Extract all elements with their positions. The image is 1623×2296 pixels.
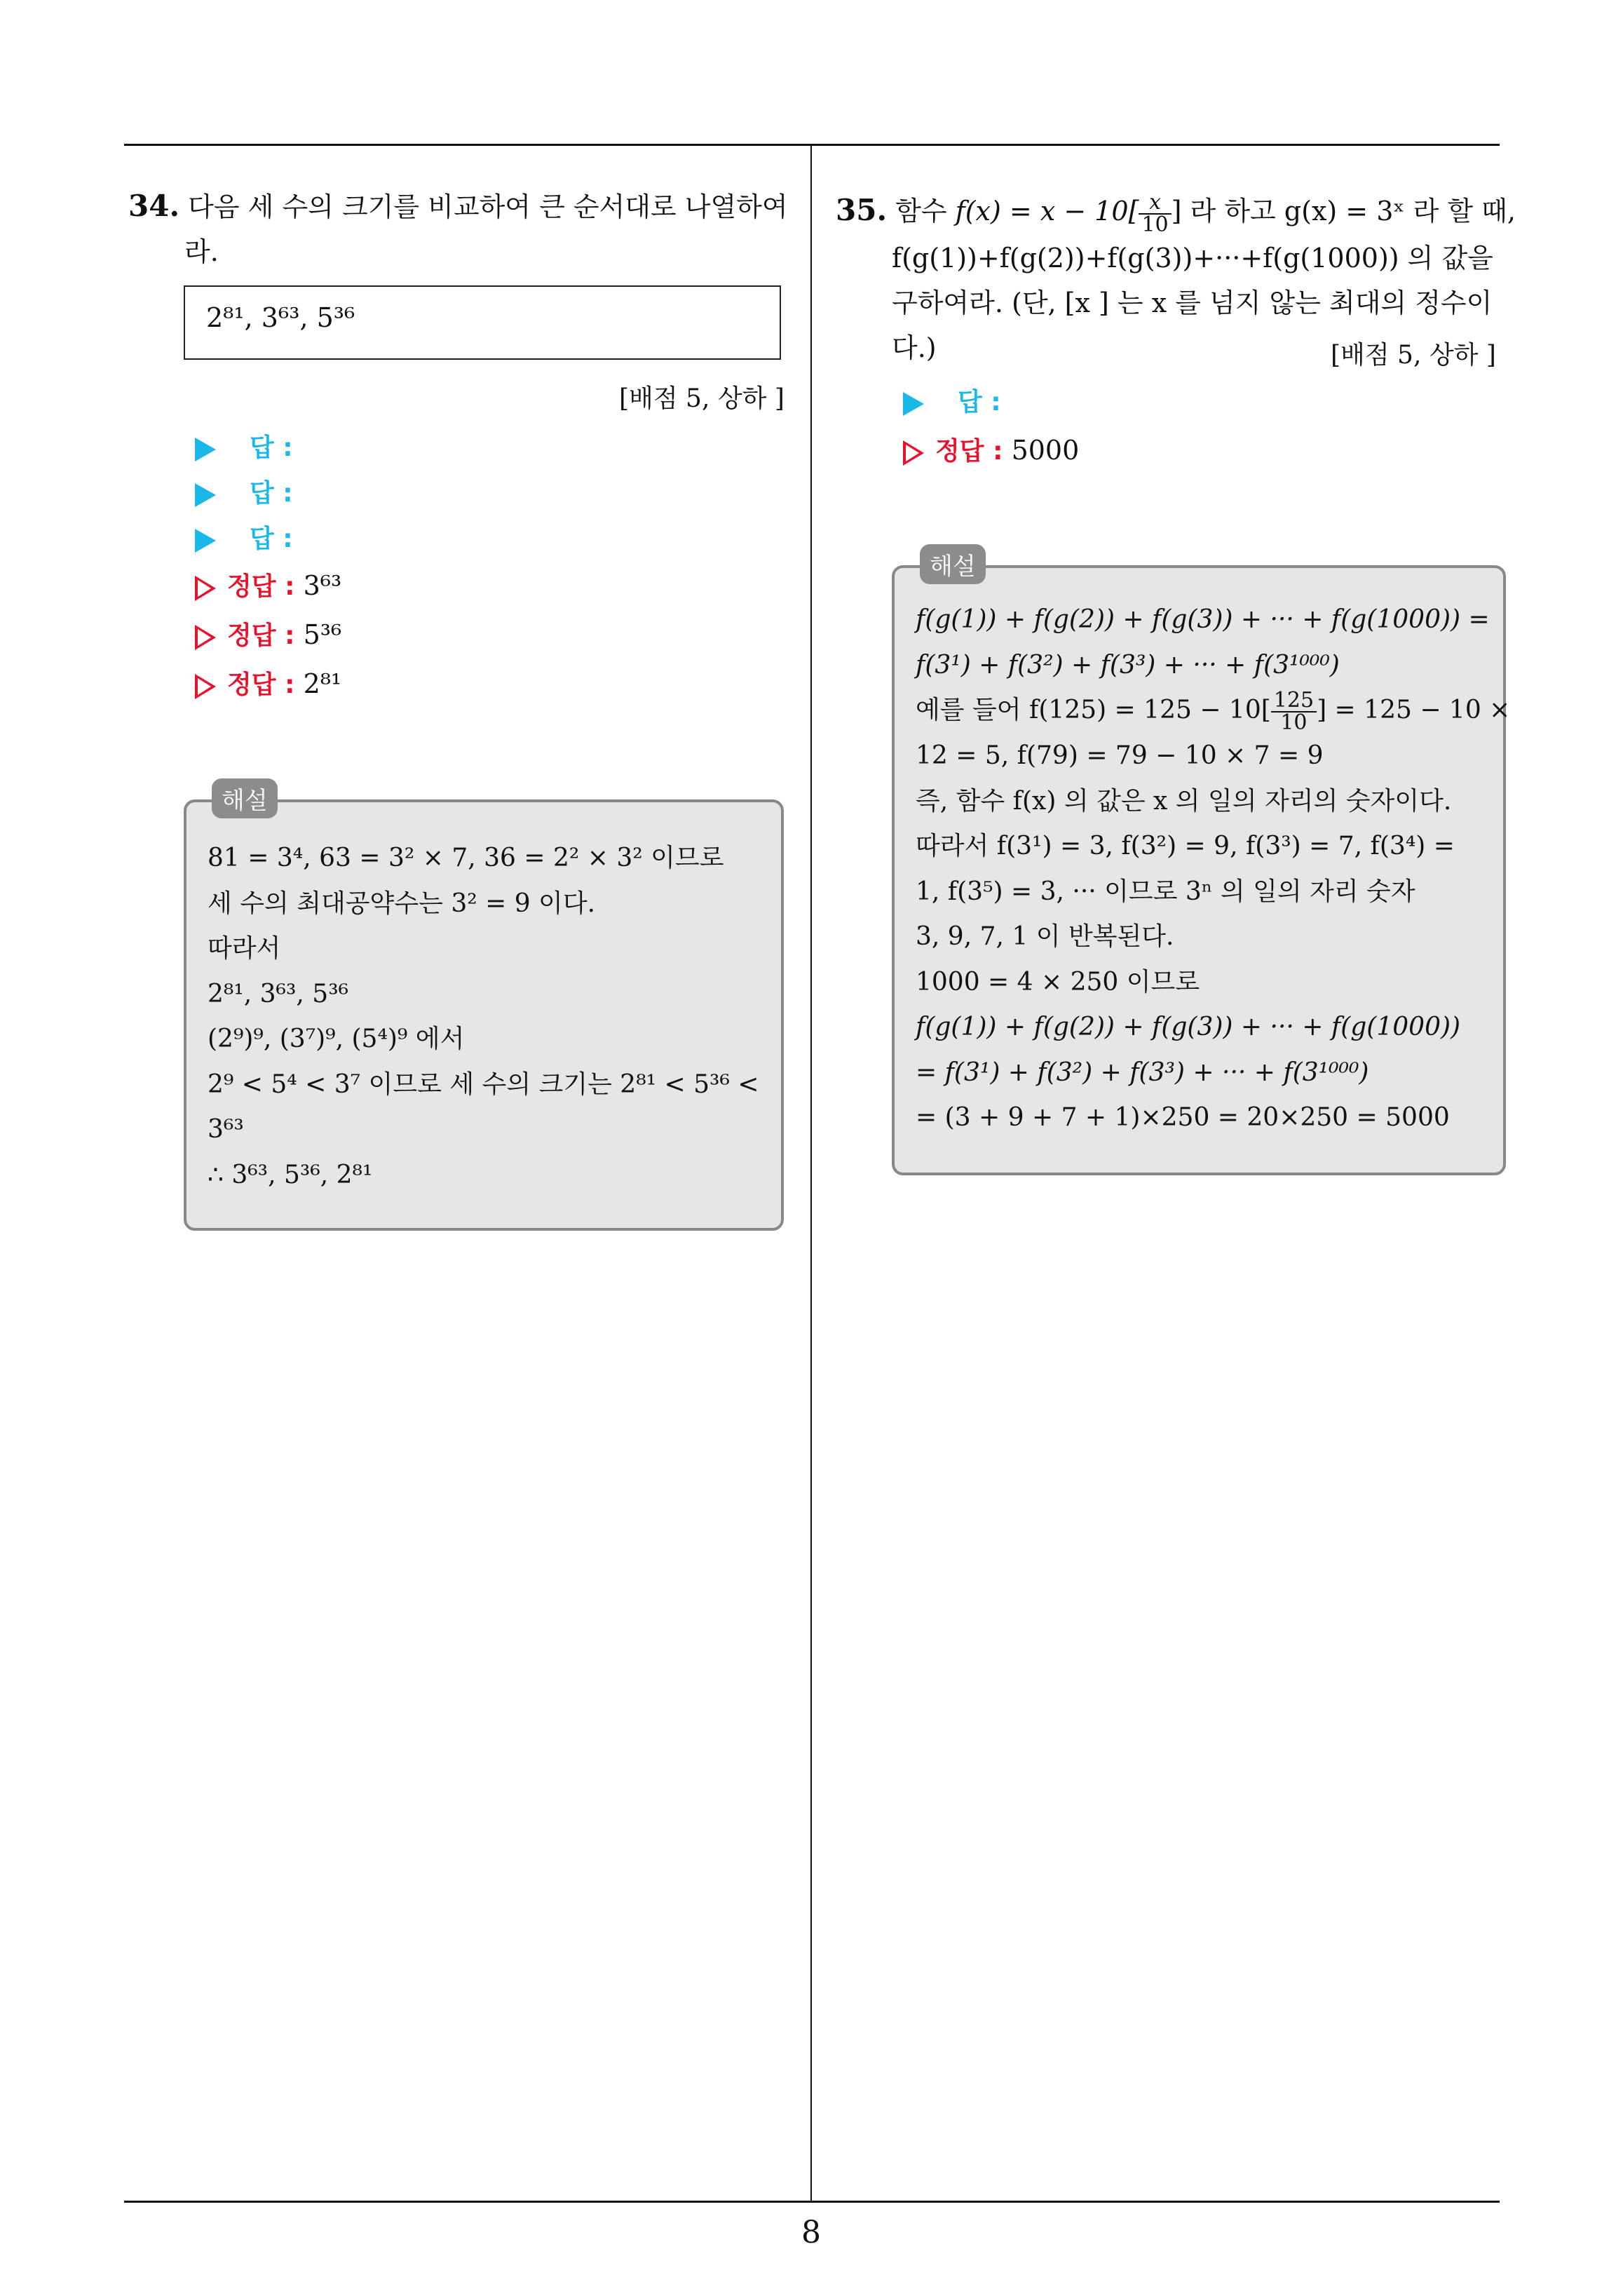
explanation-box-34 xyxy=(184,799,784,1231)
column-divider xyxy=(810,144,812,2202)
explanation-line: 1, f(3⁵) = 3, ··· 이므로 3ⁿ 의 일의 자리 숫자 xyxy=(916,877,1415,906)
explanation-line: 즉, 함수 f(x) 의 값은 x 의 일의 자리의 숫자이다. xyxy=(916,786,1452,816)
play-icon xyxy=(195,483,216,507)
fraction-denominator: 10 xyxy=(1141,212,1169,237)
fraction-numerator: 125 xyxy=(1271,690,1317,713)
question-text: ] 라 하고 g(x) = 3ˣ 라 할 때, xyxy=(1171,196,1516,227)
explanation-line: 12 = 5, f(79) = 79 − 10 × 7 = 9 xyxy=(916,741,1324,770)
correct-label: 정답 : xyxy=(227,572,295,601)
points-label: [배점 5, 상하 ] xyxy=(1331,341,1496,370)
answer-label: 답 : xyxy=(250,479,293,508)
explanation-line: = f(3¹) + f(3²) + f(3³) + ··· + f(3¹⁰⁰⁰) xyxy=(916,1058,1369,1087)
explanation-line: ] = 125 − 10 × xyxy=(1317,696,1511,724)
question-text: 함수 xyxy=(895,196,956,227)
explanation-body xyxy=(916,597,1511,1141)
explanation-line: f(g(1)) + f(g(2)) + f(g(3)) + ··· + f(g(1000)) = xyxy=(916,605,1490,634)
question-text-line2: 라. xyxy=(184,236,219,267)
correct-answer-row-2 xyxy=(195,616,341,651)
outline-triangle-icon xyxy=(195,625,216,650)
explanation-line: 3, 9, 7, 1 이 반복된다. xyxy=(916,922,1174,951)
answer-label: 답 : xyxy=(958,388,1001,417)
play-icon xyxy=(903,392,924,416)
explanation-tag: 해설 xyxy=(920,544,986,584)
fraction-denominator: 10 xyxy=(1280,710,1308,735)
fraction xyxy=(1139,189,1171,237)
explanation-tag: 해설 xyxy=(212,778,278,818)
correct-label: 정답 : xyxy=(227,621,295,650)
bottom-rule xyxy=(124,2201,1500,2203)
correct-answer-row xyxy=(903,431,1079,467)
play-icon xyxy=(195,529,216,553)
correct-answer-row-3 xyxy=(195,665,341,701)
question-text-line4: 다.) xyxy=(892,332,937,363)
explanation-line: 예를 들어 f(125) = 125 − 10[ xyxy=(916,696,1271,724)
answer-row-3[interactable] xyxy=(195,519,293,555)
answer-label: 답 : xyxy=(250,433,293,462)
correct-label: 정답 : xyxy=(935,437,1003,466)
answer-row-1[interactable] xyxy=(195,428,293,464)
correct-answer: 5000 xyxy=(1011,435,1080,466)
question-34 xyxy=(128,184,801,274)
number-box xyxy=(184,285,781,360)
explanation-line: 따라서 f(3¹) = 3, f(3²) = 9, f(3³) = 7, f(3⁴) = xyxy=(916,832,1455,860)
explanation-line: 세 수의 최대공약수는 3² = 9 이다. xyxy=(208,889,596,918)
question-text-line1: 다음 세 수의 크기를 비교하여 큰 순서대로 나열하여 xyxy=(188,191,788,222)
correct-answer-row-1 xyxy=(195,567,341,602)
top-rule xyxy=(124,144,1500,146)
explanation-line: 1000 = 4 × 250 이므로 xyxy=(916,967,1200,997)
question-text-line2: f(g(1))+f(g(2))+f(g(3))+···+f(g(1000)) 의 값을 xyxy=(892,242,1493,274)
page-number: 8 xyxy=(801,2215,821,2250)
play-icon xyxy=(195,438,216,461)
fraction-numerator: x xyxy=(1139,192,1171,215)
example-fraction xyxy=(1271,690,1317,734)
outline-triangle-icon xyxy=(195,576,216,601)
explanation-line: ∴ 3⁶³, 5³⁶, 2⁸¹ xyxy=(208,1160,373,1189)
answer-label: 답 : xyxy=(250,525,293,553)
explanation-line: (2⁹)⁹, (3⁷)⁹, (5⁴)⁹ 에서 xyxy=(208,1025,465,1053)
explanation-body xyxy=(208,836,768,1198)
explanation-box-35 xyxy=(892,565,1511,1175)
explanation-line: 2⁹ < 5⁴ < 3⁷ 이므로 세 수의 크기는 2⁸¹ < 5³⁶ < xyxy=(208,1069,759,1099)
explanation-line: f(3¹) + f(3²) + f(3³) + ··· + f(3¹⁰⁰⁰) xyxy=(916,650,1340,680)
explanation-line: 81 = 3⁴, 63 = 3² × 7, 36 = 2² × 3² 이므로 xyxy=(208,844,724,872)
outline-triangle-icon xyxy=(903,440,924,466)
points-label: [배점 5, 상하 ] xyxy=(619,384,785,413)
correct-label: 정답 : xyxy=(227,670,295,699)
function-definition: f(x) = x − 10[ xyxy=(955,196,1139,227)
explanation-line: 따라서 xyxy=(208,934,281,963)
correct-answer: 3⁶³ xyxy=(303,570,342,601)
answer-row[interactable] xyxy=(903,382,1001,418)
correct-answer: 5³⁶ xyxy=(303,619,342,650)
question-number: 35. xyxy=(836,193,888,227)
boxed-numbers: 2⁸¹, 3⁶³, 5³⁶ xyxy=(206,302,355,333)
question-text-line3: 구하여라. (단, [x ] 는 x 를 넘지 않는 최대의 정수이 xyxy=(892,287,1493,318)
outline-triangle-icon xyxy=(195,674,216,699)
correct-answer: 2⁸¹ xyxy=(303,668,342,699)
explanation-line: 2⁸¹, 3⁶³, 5³⁶ xyxy=(208,979,349,1008)
explanation-line: 3⁶³ xyxy=(208,1115,244,1144)
answer-row-2[interactable] xyxy=(195,473,293,509)
explanation-line: = (3 + 9 + 7 + 1)×250 = 20×250 = 5000 xyxy=(916,1103,1450,1132)
explanation-line: f(g(1)) + f(g(2)) + f(g(3)) + ··· + f(g(1000)) xyxy=(916,1013,1461,1041)
question-number: 34. xyxy=(128,189,180,223)
